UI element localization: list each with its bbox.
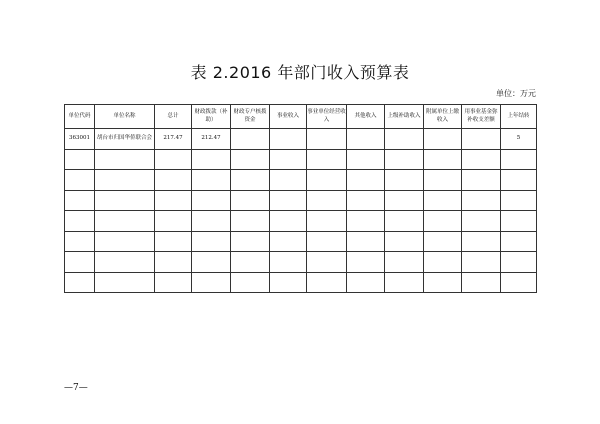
- table-cell: 5: [501, 129, 537, 150]
- table-row: [65, 170, 537, 191]
- table-cell: [347, 252, 385, 273]
- column-header: 上年结转: [501, 105, 537, 129]
- table-cell: [65, 252, 95, 273]
- table-cell: [385, 190, 424, 211]
- table-cell: [231, 231, 270, 252]
- table-row: [65, 129, 537, 150]
- table-cell: [231, 211, 270, 232]
- table-cell: [155, 211, 192, 232]
- table-cell: [65, 190, 95, 211]
- table-cell: [95, 211, 155, 232]
- table-cell: [462, 272, 501, 293]
- table-cell: [307, 272, 347, 293]
- table-cell: [95, 170, 155, 191]
- table-cell: [347, 190, 385, 211]
- table-cell: [270, 252, 307, 273]
- table-cell: [270, 149, 307, 170]
- page-number: —7—: [64, 383, 88, 393]
- table-cell: [307, 231, 347, 252]
- table-cell: [424, 252, 462, 273]
- table-cell: [192, 252, 231, 273]
- table-cell: [231, 252, 270, 273]
- table-cell: [385, 149, 424, 170]
- table-cell: [192, 272, 231, 293]
- table-row: [65, 149, 537, 170]
- table-cell: [424, 211, 462, 232]
- column-header: 单位代码: [65, 105, 95, 129]
- table-cell: [385, 211, 424, 232]
- table-cell: [95, 231, 155, 252]
- table-cell: [65, 170, 95, 191]
- column-header: 财政专户核拨资金: [231, 105, 270, 129]
- table-cell: [231, 149, 270, 170]
- table-cell: [424, 272, 462, 293]
- table-cell: [192, 190, 231, 211]
- table-cell: [270, 231, 307, 252]
- column-header: 单位名称: [95, 105, 155, 129]
- column-header: 财政拨款（补助）: [192, 105, 231, 129]
- table-cell: [501, 170, 537, 191]
- table-row: [65, 272, 537, 293]
- unit-label: 单位：万元: [496, 89, 536, 98]
- table-cell: [192, 231, 231, 252]
- column-header: 总计: [155, 105, 192, 129]
- table-header-row: [65, 105, 537, 129]
- table-cell: [155, 272, 192, 293]
- table-row: [65, 211, 537, 232]
- table-cell: [347, 129, 385, 150]
- column-header: 事业收入: [270, 105, 307, 129]
- table-row: [65, 231, 537, 252]
- table-cell: 212.47: [192, 129, 231, 150]
- table-cell: [385, 231, 424, 252]
- table-cell: [65, 149, 95, 170]
- table-cell: [270, 170, 307, 191]
- table-cell: [347, 231, 385, 252]
- table-row: [65, 190, 537, 211]
- table-cell: [307, 129, 347, 150]
- table-cell: [501, 190, 537, 211]
- table-cell: [424, 190, 462, 211]
- table-cell: [155, 190, 192, 211]
- table-cell: [65, 211, 95, 232]
- table-cell: [424, 149, 462, 170]
- table-cell: [270, 272, 307, 293]
- table-cell: [424, 231, 462, 252]
- table-cell: [155, 170, 192, 191]
- table-cell: [307, 149, 347, 170]
- table-cell: [385, 129, 424, 150]
- column-header: 上级补助收入: [385, 105, 424, 129]
- column-header: 附属单位上缴收入: [424, 105, 462, 129]
- table-cell: [347, 272, 385, 293]
- table-cell: [270, 190, 307, 211]
- income-budget-table: [64, 104, 537, 293]
- table-cell: [501, 149, 537, 170]
- table-cell: [385, 252, 424, 273]
- table-cell: [231, 170, 270, 191]
- table-cell: 217.47: [155, 129, 192, 150]
- table-cell: [307, 252, 347, 273]
- table-cell: [307, 170, 347, 191]
- table-cell: [462, 252, 501, 273]
- table-cell: [192, 149, 231, 170]
- table-cell: [307, 211, 347, 232]
- table-cell: [424, 170, 462, 191]
- table-cell: [231, 129, 270, 150]
- table-cell: [192, 211, 231, 232]
- table-cell: [65, 231, 95, 252]
- table-title: 表 2.2016 年部门收入预算表: [190, 63, 410, 82]
- table-cell: [462, 190, 501, 211]
- table-cell: [462, 231, 501, 252]
- table-cell: [347, 149, 385, 170]
- table-cell: [307, 190, 347, 211]
- table-cell: [65, 272, 95, 293]
- table-cell: [95, 149, 155, 170]
- table-cell: [347, 170, 385, 191]
- table-cell: [501, 272, 537, 293]
- table-cell: [462, 129, 501, 150]
- table-cell: [155, 149, 192, 170]
- table-row: [65, 252, 537, 273]
- table-cell: [385, 272, 424, 293]
- table-cell: [270, 211, 307, 232]
- table-cell: [347, 211, 385, 232]
- table-cell: [192, 170, 231, 191]
- table-cell: [155, 231, 192, 252]
- column-header: 事业单位经营收入: [307, 105, 347, 129]
- table-cell: [385, 170, 424, 191]
- table-cell: [270, 129, 307, 150]
- table-cell: [462, 149, 501, 170]
- table-cell: [501, 252, 537, 273]
- table-cell: [462, 170, 501, 191]
- column-header: 其他收入: [347, 105, 385, 129]
- table-cell: 胡台市归国华侨联合会: [95, 129, 155, 150]
- table-cell: [501, 231, 537, 252]
- table-cell: [231, 272, 270, 293]
- table-cell: [424, 129, 462, 150]
- table-cell: [462, 211, 501, 232]
- table-cell: [95, 272, 155, 293]
- table-cell: [231, 190, 270, 211]
- column-header: 用事业基金弥补收支差额: [462, 105, 501, 129]
- table-cell: [501, 211, 537, 232]
- table-cell: [155, 252, 192, 273]
- table-cell: [95, 190, 155, 211]
- table-cell: [95, 252, 155, 273]
- table-cell: 363001: [65, 129, 95, 150]
